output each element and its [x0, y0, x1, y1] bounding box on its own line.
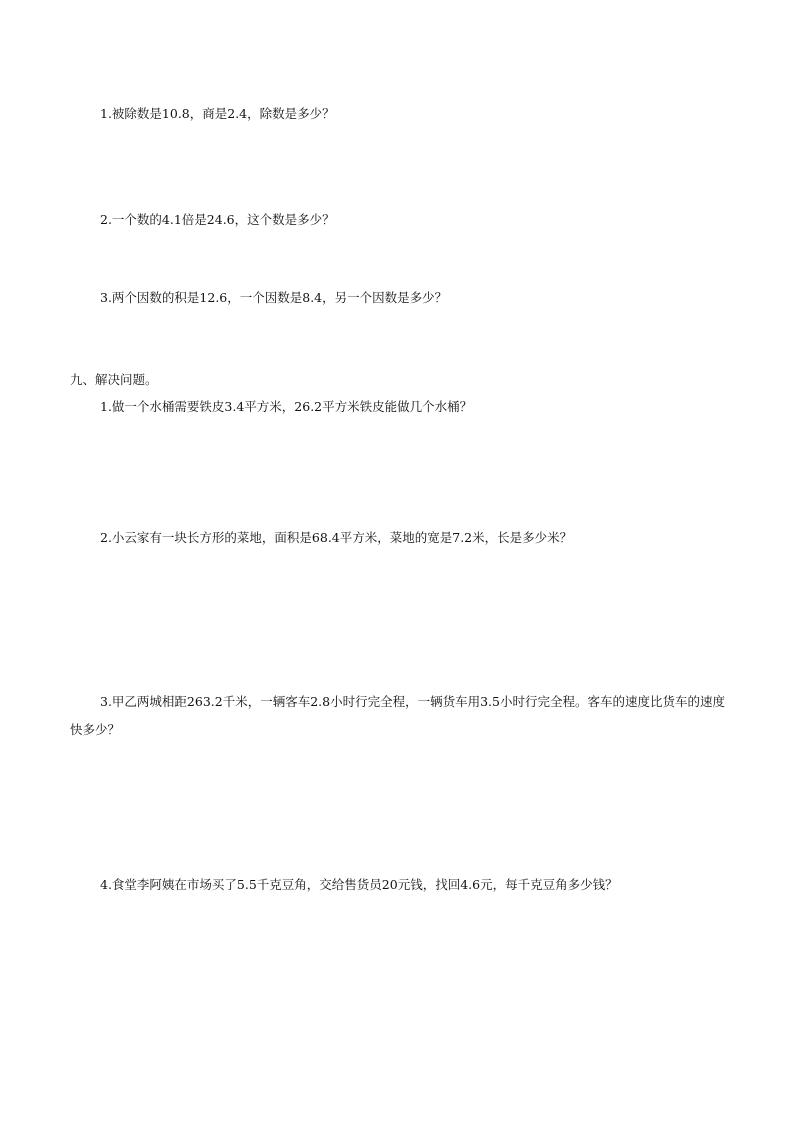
question-9-2: 2.小云家有一块长方形的菜地，面积是68.4平方米，菜地的宽是7.2米，长是多少米？	[100, 530, 573, 545]
question-9-4: 4.食堂李阿姨在市场买了5.5千克豆角，交给售货员20元钱，找回4.6元，每千克豆角多少钱？	[100, 877, 618, 892]
question-8-2: 2.一个数的4.1倍是24.6，这个数是多少？	[100, 212, 335, 227]
section-9-heading: 九、解决问题。	[70, 372, 158, 387]
question-9-1: 1.做一个水桶需要铁皮3.4平方米，26.2平方米铁皮能做几个水桶？	[100, 399, 473, 414]
question-9-3: 3.甲乙两城相距263.2千米，一辆客车2.8小时行完全程，一辆货车用3.5小时行完全程。客车的速度比货车的速度快多少？	[70, 694, 725, 737]
question-8-1: 1.被除数是10.8，商是2.4，除数是多少？	[100, 106, 335, 121]
question-8-3: 3.两个因数的积是12.6，一个因数是8.4，另一个因数是多少？	[100, 290, 448, 305]
